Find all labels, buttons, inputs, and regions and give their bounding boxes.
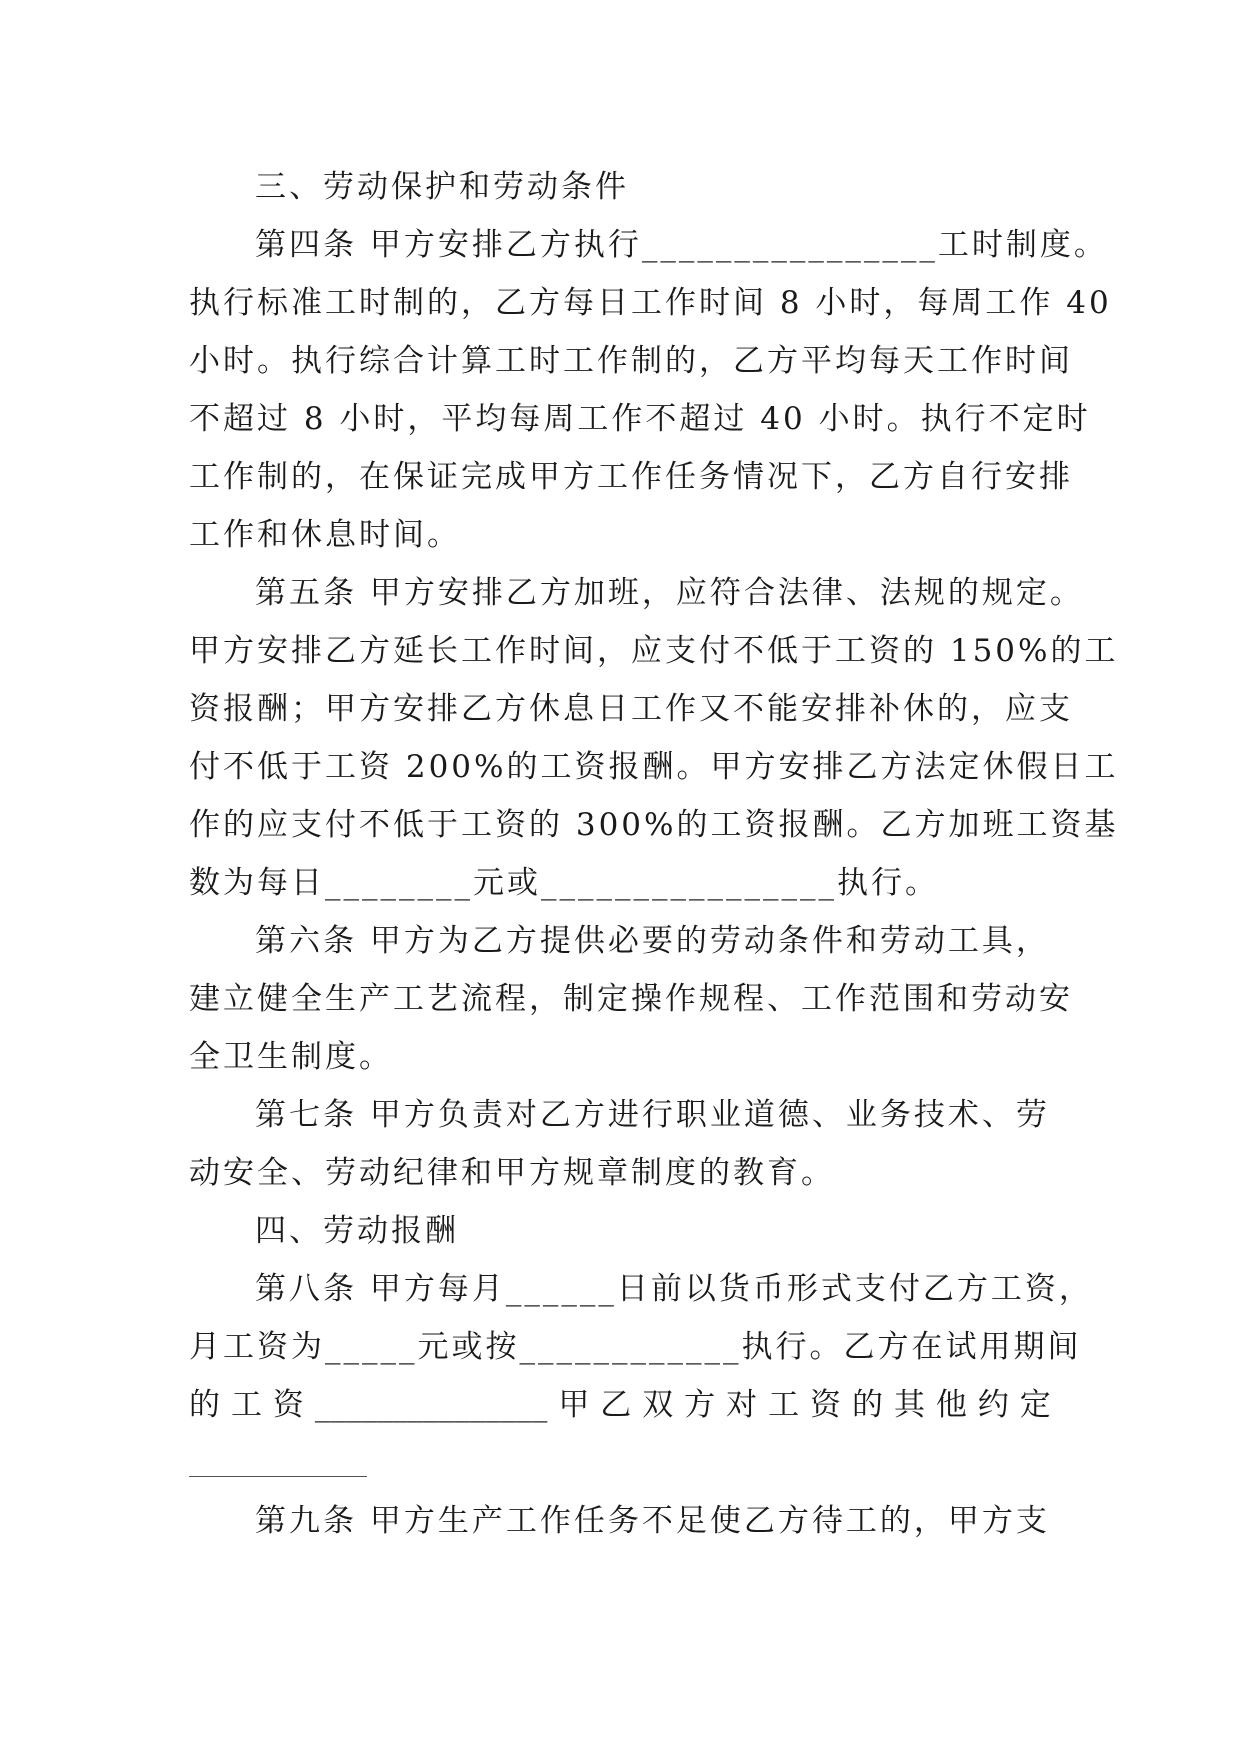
article-4-line-4: 不超过 8 小时，平均每周工作不超过 40 小时。执行不定时 [189, 401, 1091, 437]
justified-char: 双 [642, 1387, 674, 1423]
justified-char: 他 [935, 1387, 967, 1423]
justified-char: 对 [726, 1387, 758, 1423]
article-5-line-6: 数为每日________元或________________执行。 [189, 865, 939, 901]
article-7-line-2: 动安全、劳动纪律和甲方规章制度的教育。 [189, 1155, 835, 1191]
document-page [189, 158, 1119, 1550]
article-8-line-2: 月工资为_____元或按____________执行。乙方在试用期间 [189, 1329, 1082, 1365]
justified-char: 工 [230, 1387, 262, 1423]
justified-char: 工 [768, 1387, 800, 1423]
article-9-line-1: 第九条 甲方生产工作任务不足使乙方待工的，甲方支 [255, 1503, 1050, 1539]
justified-char: 方 [684, 1387, 716, 1423]
justified-char: 定 [1019, 1387, 1051, 1423]
justified-char: 资 [810, 1387, 842, 1423]
justified-char: 其 [893, 1387, 925, 1423]
fill-in-blank: _______________ [314, 1387, 548, 1423]
justified-char: 的 [851, 1387, 883, 1423]
article-4-line-1: 第四条 甲方安排乙方执行________________工时制度。 [255, 227, 1108, 263]
justified-char: 资 [272, 1387, 304, 1423]
section-heading-3: 三、劳动保护和劳动条件 [255, 169, 629, 205]
article-7-line-1: 第七条 甲方负责对乙方进行职业道德、业务技术、劳 [255, 1097, 1050, 1133]
justified-char: 约 [977, 1387, 1009, 1423]
article-4-line-2: 执行标准工时制的，乙方每日工作时间 8 小时，每周工作 40 [189, 285, 1112, 321]
article-5-line-4: 付不低于工资 200%的工资报酬。甲方安排乙方法定休假日工 [189, 749, 1119, 785]
article-8-line-1: 第八条 甲方每月______日前以货币形式支付乙方工资， [255, 1271, 1093, 1307]
article-5-line-1: 第五条 甲方安排乙方加班，应符合法律、法规的规定。 [255, 575, 1084, 611]
section-heading-4: 四、劳动报酬 [255, 1213, 459, 1249]
blank-line [189, 1434, 1051, 1492]
justified-char: 的 [189, 1387, 220, 1423]
article-5-line-3: 资报酬；甲方安排乙方休息日工作又不能安排补休的，应支 [189, 691, 1073, 727]
fill-in-blank-rule [189, 1476, 367, 1477]
article-4-line-5: 工作制的，在保证完成甲方工作任务情况下，乙方自行安排 [189, 459, 1073, 495]
article-5-line-5: 作的应支付不低于工资的 300%的工资报酬。乙方加班工资基 [189, 807, 1119, 843]
justified-char: 甲 [558, 1387, 590, 1423]
article-4-line-3: 小时。执行综合计算工时工作制的，乙方平均每天工作时间 [189, 343, 1073, 379]
justified-char: 乙 [600, 1387, 632, 1423]
article-6-line-2: 建立健全生产工艺流程，制定操作规程、工作范围和劳动安 [189, 981, 1073, 1017]
article-6-line-3: 全卫生制度。 [189, 1039, 393, 1075]
article-6-line-1: 第六条 甲方为乙方提供必要的劳动条件和劳动工具， [255, 923, 1050, 959]
article-8-line-3 [189, 1376, 1051, 1434]
article-4-line-6: 工作和休息时间。 [189, 517, 461, 553]
article-5-line-2: 甲方安排乙方延长工作时间，应支付不低于工资的 150%的工 [189, 633, 1119, 669]
